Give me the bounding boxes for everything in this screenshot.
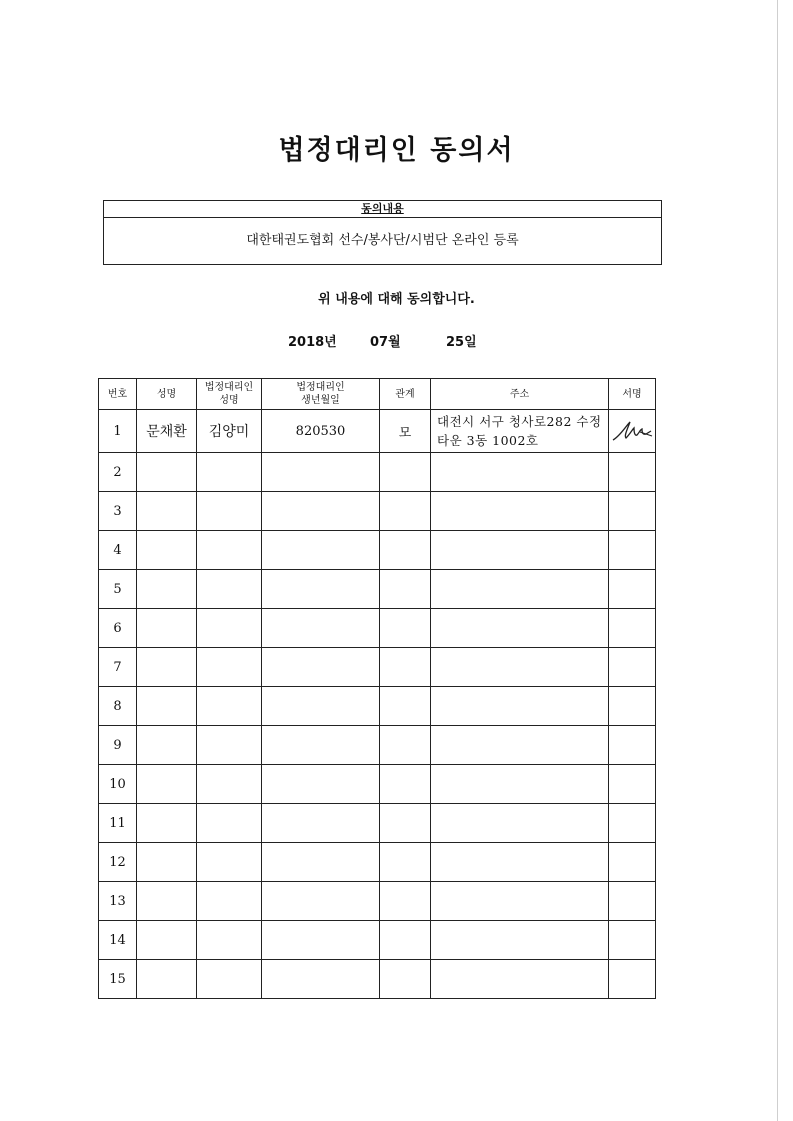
header-address: 주소 [431, 379, 609, 410]
handwritten-signature [610, 416, 654, 446]
cell-no: 6 [99, 609, 137, 648]
cell-no: 8 [99, 687, 137, 726]
cell-no: 2 [99, 453, 137, 492]
cell-guardian-birth [262, 531, 380, 570]
cell-name [137, 453, 197, 492]
table-row [99, 453, 656, 492]
cell-name [137, 648, 197, 687]
cell-relation [380, 531, 431, 570]
cell-address [431, 921, 609, 960]
cell-no: 11 [99, 804, 137, 843]
table-header-row [99, 379, 656, 410]
cell-no: 4 [99, 531, 137, 570]
cell-no: 13 [99, 882, 137, 921]
header-guardian-name-line1: 법정대리인 [204, 382, 254, 393]
cell-no: 14 [99, 921, 137, 960]
cell-guardian-birth [262, 726, 380, 765]
cell-guardian-name [197, 609, 262, 648]
cell-relation [380, 609, 431, 648]
cell-address [431, 492, 609, 531]
table-row [99, 609, 656, 648]
date-month: 07월 [370, 335, 401, 350]
cell-relation [380, 882, 431, 921]
cell-guardian-name [197, 765, 262, 804]
cell-signature [609, 492, 656, 531]
cell-address [431, 804, 609, 843]
cell-signature [609, 765, 656, 804]
cell-signature [609, 882, 656, 921]
cell-name [137, 531, 197, 570]
cell-guardian-name [197, 492, 262, 531]
cell-address [431, 648, 609, 687]
cell-relation [380, 687, 431, 726]
cell-relation [380, 726, 431, 765]
agreement-text: 위 내용에 대해 동의합니다. [318, 292, 475, 307]
cell-signature [609, 531, 656, 570]
cell-address [431, 570, 609, 609]
cell-guardian-name [197, 570, 262, 609]
header-name: 성명 [137, 379, 197, 410]
cell-relation [380, 453, 431, 492]
cell-no: 5 [99, 570, 137, 609]
cell-name [137, 921, 197, 960]
cell-relation [380, 492, 431, 531]
cell-guardian-birth [262, 804, 380, 843]
cell-guardian-birth [262, 960, 380, 999]
cell-guardian-birth [262, 921, 380, 960]
cell-address [431, 687, 609, 726]
cell-no: 3 [99, 492, 137, 531]
table-row [99, 570, 656, 609]
cell-guardian-birth [262, 882, 380, 921]
date-day: 25일 [446, 335, 477, 350]
cell-guardian-name: 김양미 [197, 410, 262, 453]
cell-relation [380, 921, 431, 960]
cell-signature [609, 687, 656, 726]
table-row [99, 765, 656, 804]
cell-name [137, 960, 197, 999]
table-row [99, 804, 656, 843]
cell-guardian-birth [262, 570, 380, 609]
cell-guardian-name [197, 804, 262, 843]
cell-signature [609, 843, 656, 882]
scan-edge-line [777, 0, 778, 1121]
cell-guardian-birth [262, 843, 380, 882]
cell-address [431, 960, 609, 999]
cell-guardian-name [197, 687, 262, 726]
header-guardian-birth-line1: 법정대리인 [296, 382, 345, 393]
cell-guardian-birth [262, 453, 380, 492]
cell-guardian-birth [262, 765, 380, 804]
cell-guardian-name [197, 648, 262, 687]
cell-signature [609, 804, 656, 843]
cell-signature [609, 609, 656, 648]
cell-address [431, 882, 609, 921]
table-row [99, 960, 656, 999]
cell-guardian-name [197, 726, 262, 765]
cell-relation [380, 843, 431, 882]
cell-address [431, 726, 609, 765]
cell-relation [380, 570, 431, 609]
cell-guardian-birth [262, 492, 380, 531]
cell-name [137, 843, 197, 882]
cell-relation [380, 648, 431, 687]
cell-address [431, 531, 609, 570]
cell-no: 1 [99, 410, 137, 453]
cell-guardian-birth [262, 648, 380, 687]
header-guardian-name [197, 379, 262, 410]
cell-name [137, 609, 197, 648]
header-no: 번호 [99, 379, 137, 410]
header-relation: 관계 [380, 379, 431, 410]
header-guardian-birth [262, 379, 380, 410]
cell-guardian-name [197, 453, 262, 492]
cell-relation [380, 960, 431, 999]
cell-guardian-name [197, 882, 262, 921]
cell-guardian-birth [262, 687, 380, 726]
cell-guardian-birth [262, 609, 380, 648]
header-signature: 서명 [609, 379, 656, 410]
document-title: 법정대리인 동의서 [278, 135, 515, 166]
cell-name: 문채환 [137, 410, 197, 453]
header-guardian-name-line2: 성명 [219, 395, 239, 406]
cell-name [137, 765, 197, 804]
cell-name [137, 570, 197, 609]
consent-header: 동의내용 [104, 201, 661, 218]
header-guardian-birth-line2: 생년월일 [301, 395, 340, 406]
table-row [99, 882, 656, 921]
cell-signature [609, 453, 656, 492]
cell-signature [609, 921, 656, 960]
cell-name [137, 726, 197, 765]
cell-signature [609, 410, 656, 453]
cell-signature [609, 960, 656, 999]
table-row [99, 687, 656, 726]
date-year: 2018년 [288, 335, 337, 350]
cell-signature [609, 570, 656, 609]
cell-name [137, 687, 197, 726]
consent-content: 대한태권도협회 선수/봉사단/시범단 온라인 등록 [246, 233, 519, 248]
cell-guardian-birth: 820530 [262, 410, 380, 453]
consent-box [103, 200, 662, 265]
cell-no: 9 [99, 726, 137, 765]
guardian-table [98, 378, 656, 999]
cell-relation [380, 804, 431, 843]
table-row [99, 648, 656, 687]
cell-guardian-name [197, 960, 262, 999]
cell-address [431, 843, 609, 882]
cell-address [431, 765, 609, 804]
cell-address [431, 453, 609, 492]
table-row [99, 410, 656, 453]
cell-no: 15 [99, 960, 137, 999]
cell-relation: 모 [380, 410, 431, 453]
table-row [99, 531, 656, 570]
cell-guardian-name [197, 921, 262, 960]
cell-signature [609, 648, 656, 687]
cell-guardian-name [197, 531, 262, 570]
cell-address [431, 609, 609, 648]
cell-name [137, 492, 197, 531]
cell-guardian-name [197, 843, 262, 882]
cell-no: 7 [99, 648, 137, 687]
cell-address: 대전시 서구 청사로282 수정타운 3동 1002호 [431, 410, 609, 453]
cell-name [137, 804, 197, 843]
cell-signature [609, 726, 656, 765]
table-row [99, 726, 656, 765]
table-row [99, 492, 656, 531]
cell-relation [380, 765, 431, 804]
cell-no: 10 [99, 765, 137, 804]
table-row [99, 921, 656, 960]
table-row [99, 843, 656, 882]
cell-name [137, 882, 197, 921]
cell-no: 12 [99, 843, 137, 882]
